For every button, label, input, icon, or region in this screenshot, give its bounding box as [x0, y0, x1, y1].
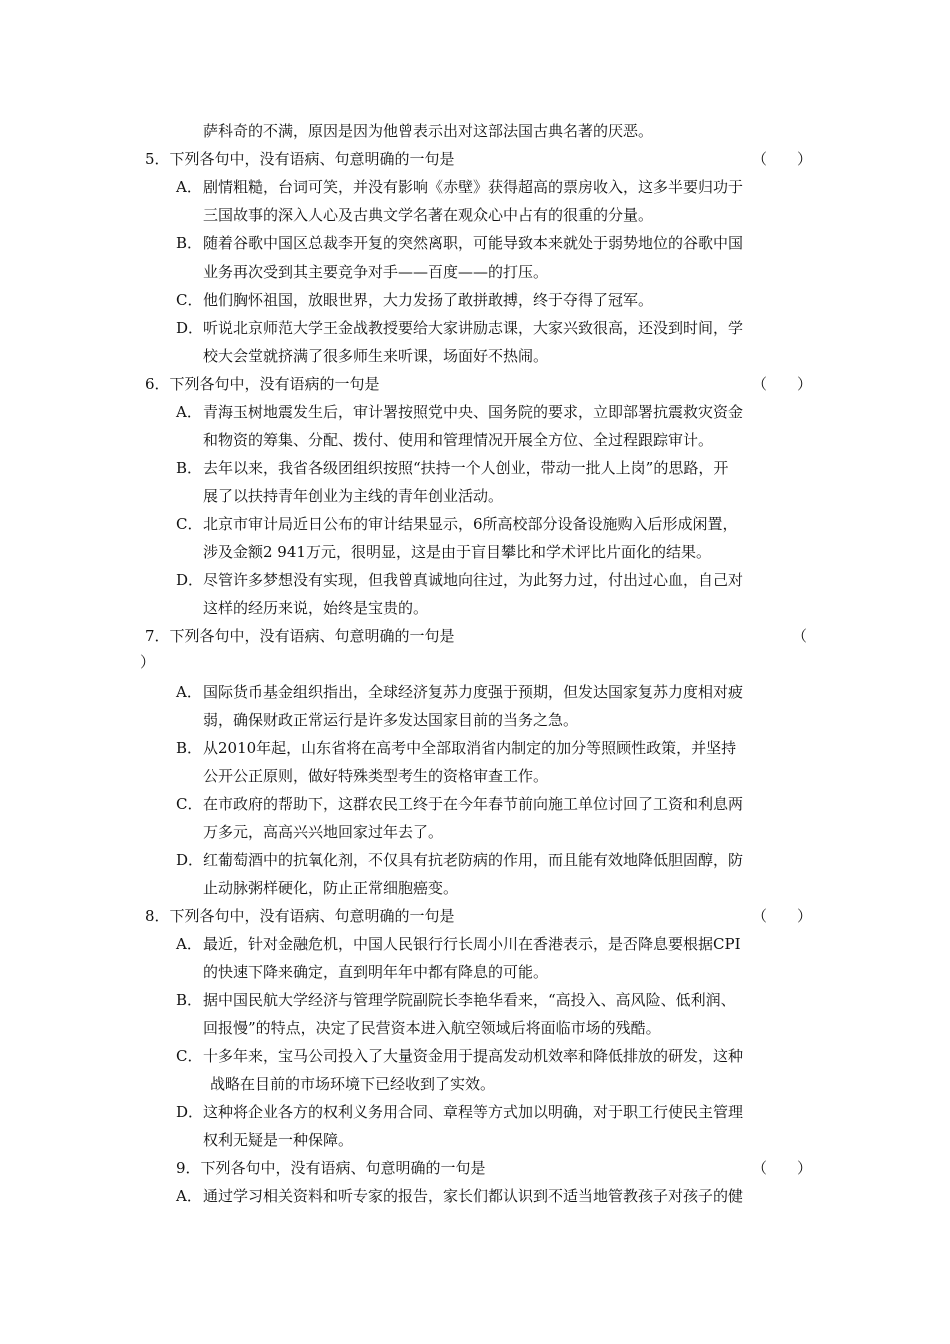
option-d-text: 这种将企业各方的权利义务用合同、章程等方式加以明确，对于职工行使民主管理 [203, 1103, 744, 1121]
option-c-text: 在市政府的帮助下，这群农民工终于在今年春节前向施工单位讨回了工资和利息两 [203, 795, 744, 813]
option-a-text-cont: 弱，确保财政正常运行是许多发达国家目前的当务之急。 [203, 711, 579, 729]
option-c-label: C． [176, 291, 203, 309]
option-c-text-cont: 战略在目前的市场环境下已经收到了实效。 [210, 1075, 496, 1093]
option-a-text: 青海玉树地震发生后，审计署按照党中央、国务院的要求，立即部署抗震救灾资金 [203, 403, 744, 421]
option-b-text-cont: 回报慢”的特点，决定了民营资本进入航空领域后将面临市场的残酷。 [203, 1019, 661, 1037]
option-a-text: 国际货币基金组织指出，全球经济复苏力度强于预期，但发达国家复苏力度相对疲 [203, 683, 744, 701]
option-c-text: 北京市审计局近日公布的审计结果显示，6所高校部分设备设施购入后形成闲置， [203, 515, 738, 533]
option-a-label: A． [176, 403, 202, 421]
question-9-answer-bracket: （ ） [752, 1159, 813, 1177]
option-a-label: A． [176, 935, 202, 953]
question-7-bracket-open: （ [792, 627, 808, 645]
option-b-text-cont: 业务再次受到其主要竞争对手——百度——的打压。 [203, 263, 549, 281]
option-d-text: 尽管许多梦想没有实现，但我曾真诚地向往过，为此努力过，付出过心血，自己对 [203, 571, 744, 589]
option-d-text-cont: 权利无疑是一种保障。 [203, 1131, 354, 1149]
option-d-text: 听说北京师范大学王金战教授要给大家讲励志课，大家兴致很高，还没到时间，学 [203, 319, 744, 337]
option-c-text-cont: 万多元，高高兴兴地回家过年去了。 [203, 823, 444, 841]
question-7-stem: 7．下列各句中，没有语病、句意明确的一句是 [145, 627, 455, 645]
question-8-answer-bracket: （ ） [752, 907, 813, 925]
option-a-label: A． [176, 178, 202, 196]
option-a-text-cont: 三国故事的深入人心及古典文学名著在观众心中占有的很重的分量。 [203, 206, 654, 224]
option-a-text: 剧情粗糙，台词可笑，并没有影响《赤壁》获得超高的票房收入，这多半要归功于 [203, 178, 744, 196]
option-a-text: 通过学习相关资料和听专家的报告，家长们都认识到不适当地管教孩子对孩子的健 [203, 1187, 744, 1205]
option-c-text: 十多年来，宝马公司投入了大量资金用于提高发动机效率和降低排放的研发，这种 [203, 1047, 744, 1065]
option-b-label: B． [176, 459, 203, 477]
option-d-text-cont: 止动脉粥样硬化，防止正常细胞癌变。 [203, 879, 459, 897]
option-d-label: D． [176, 1103, 204, 1121]
option-c-text: 他们胸怀祖国，放眼世界，大力发扬了敢拼敢搏，终于夺得了冠军。 [203, 291, 654, 309]
option-d-label: D． [176, 571, 204, 589]
question-5-answer-bracket: （ ） [752, 150, 813, 168]
option-b-text-cont: 公开公正原则，做好特殊类型考生的资格审查工作。 [203, 767, 549, 785]
option-b-text: 从2010年起，山东省将在高考中全部取消省内制定的加分等照顾性政策，并坚持 [203, 739, 737, 757]
option-a-text-cont: 的快速下降来确定，直到明年年中都有降息的可能。 [203, 963, 549, 981]
question-5-stem: 5．下列各句中，没有语病、句意明确的一句是 [145, 150, 455, 168]
option-c-label: C． [176, 1047, 203, 1065]
option-d-text: 红葡萄酒中的抗氧化剂，不仅具有抗老防病的作用，而且能有效地降低胆固醇，防 [203, 851, 744, 869]
option-c-text-cont: 涉及金额2 941万元，很明显，这是由于盲目攀比和学术评比片面化的结果。 [203, 543, 711, 561]
option-d-text-cont: 这样的经历来说，始终是宝贵的。 [203, 599, 429, 617]
option-c-label: C． [176, 795, 203, 813]
previous-question-continuation: 萨科奇的不满，原因是因为他曾表示出对这部法国古典名著的厌恶。 [203, 122, 654, 140]
question-9-stem: 9．下列各句中，没有语病、句意明确的一句是 [176, 1159, 486, 1177]
option-d-label: D． [176, 319, 204, 337]
option-d-text-cont: 校大会堂就挤满了很多师生来听课，场面好不热闹。 [203, 347, 549, 365]
option-a-text-cont: 和物资的筹集、分配、拨付、使用和管理情况开展全方位、全过程跟踪审计。 [203, 431, 714, 449]
option-b-text-cont: 展了以扶持青年创业为主线的青年创业活动。 [203, 487, 504, 505]
option-d-label: D． [176, 851, 204, 869]
option-a-label: A． [176, 1187, 202, 1205]
option-c-label: C． [176, 515, 203, 533]
option-b-label: B． [176, 234, 203, 252]
option-b-label: B． [176, 991, 203, 1009]
option-b-text: 随着谷歌中国区总裁李开复的突然离职，可能导致本来就处于弱势地位的谷歌中国 [203, 234, 744, 252]
question-7-bracket-close: ） [140, 653, 156, 671]
option-a-label: A． [176, 683, 202, 701]
option-b-label: B． [176, 739, 203, 757]
option-b-text: 去年以来，我省各级团组织按照“扶持一个人创业，带动一批人上岗”的思路，开 [203, 459, 729, 477]
question-6-answer-bracket: （ ） [752, 375, 813, 393]
question-6-stem: 6．下列各句中，没有语病的一句是 [145, 375, 380, 393]
option-a-text: 最近，针对金融危机，中国人民银行行长周小川在香港表示，是否降息要根据CPI [203, 935, 741, 953]
question-8-stem: 8．下列各句中，没有语病、句意明确的一句是 [145, 907, 455, 925]
option-b-text: 据中国民航大学经济与管理学院副院长李艳华看来，“高投入、高风险、低利润、 [203, 991, 736, 1009]
